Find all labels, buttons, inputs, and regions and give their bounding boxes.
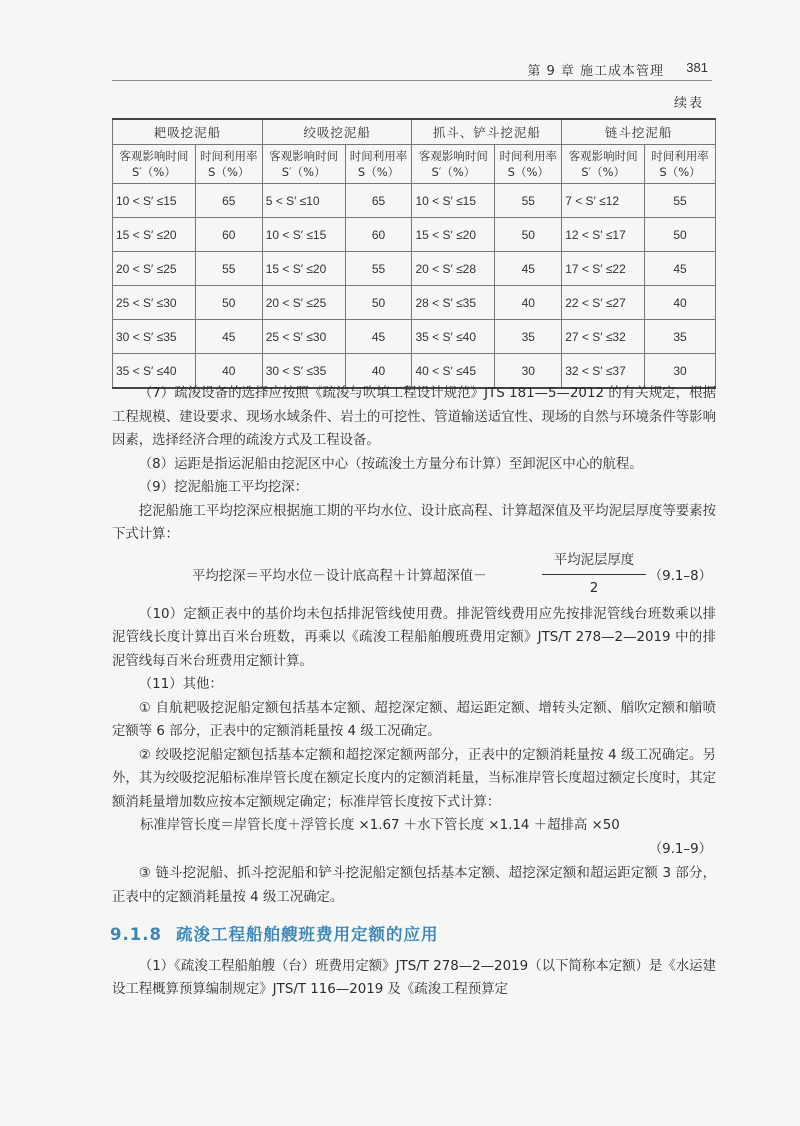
chapter-title: 第 9 章 施工成本管理 <box>527 64 664 79</box>
table-cell-range: 17 < S′ ≤22 <box>562 252 645 286</box>
body-text <box>112 382 716 1002</box>
table-cell-range: 30 < S′ ≤35 <box>113 320 196 354</box>
table-cell-range: 12 < S′ ≤17 <box>562 218 645 252</box>
continued-label: 续表 <box>673 96 704 111</box>
table-cell-rate: 50 <box>645 218 716 252</box>
formula-lhs: 平均挖深＝平均水位－设计底高程＋计算超深值－ <box>192 568 487 584</box>
table-row <box>113 252 716 286</box>
table-cell-rate: 55 <box>495 184 562 218</box>
table-row <box>113 184 716 218</box>
page-number: 381 <box>686 60 708 75</box>
table-cell-rate: 55 <box>345 252 412 286</box>
table-cell-range: 15 < S′ ≤20 <box>113 218 196 252</box>
table-cell-rate: 50 <box>195 286 262 320</box>
table-row <box>113 286 716 320</box>
table-cell-range: 25 < S′ ≤30 <box>262 320 345 354</box>
section-heading <box>110 923 716 947</box>
table-cell-range: 10 < S′ ≤15 <box>412 184 495 218</box>
table-group-header: 抓斗、铲斗挖泥船 <box>412 119 562 145</box>
table-cell-rate: 40 <box>195 354 262 389</box>
utilization-table <box>112 118 716 389</box>
table-cell-rate: 55 <box>645 184 716 218</box>
table-cell-rate: 40 <box>345 354 412 389</box>
table-sub-header: 时间利用率 S（%） <box>345 145 412 184</box>
section-paragraph-1: （1）《疏浚工程船舶艘（台）班费用定额》JTS/T 278—2—2019（以下简称本定额）是《水运建设工程概算预算编制规定》JTS/T 116—2019 及《疏浚工程预算定 <box>112 958 716 997</box>
formula-9-1-9 <box>112 814 716 862</box>
paragraph-11-item-2: ② 绞吸挖泥船定额包括基本定额和超挖深定额两部分，正表中的定额消耗量按 4 级工况确定。另外，其为绞吸挖泥船标准岸管长度在额定长度内的定额消耗量，当标准岸管长度超过额定长度时，其定额消耗量增加数应按本定额规定确定；标准岸管长度按下式计算： <box>112 747 716 810</box>
table-cell-rate: 65 <box>195 184 262 218</box>
table-cell-rate: 45 <box>645 252 716 286</box>
paragraph-10: （10）定额正表中的基价均未包括排泥管线使用费。排泥管线费用应先按排泥管线台班数乘以排泥管线长度计算出百米台班数，再乘以《疏浚工程船舶艘班费用定额》JTS/T 278—2—2019 中的排泥管线每百米台班费用定额计算。 <box>112 606 716 669</box>
table-cell-range: 30 < S′ ≤35 <box>262 354 345 389</box>
paragraph-11-item-3: ③ 链斗挖泥船、抓斗挖泥船和铲斗挖泥船定额包括基本定额、超挖深定额和超运距定额 3 部分，正表中的定额消耗量按 4 级工况确定。 <box>112 866 716 905</box>
table-cell-range: 15 < S′ ≤20 <box>412 218 495 252</box>
table-cell-rate: 35 <box>495 320 562 354</box>
table-group-header: 链斗挖泥船 <box>562 119 716 145</box>
fraction-denominator: 2 <box>589 581 599 596</box>
paragraph-11-item-1: ① 自航耙吸挖泥船定额包括基本定额、超挖深定额、超运距定额、增转头定额、艏吹定额和艏喷定额等 6 部分，正表中的定额消耗量按 4 级工况确定。 <box>112 700 716 739</box>
table-cell-rate: 60 <box>195 218 262 252</box>
table-cell-rate: 35 <box>645 320 716 354</box>
table-cell-rate: 55 <box>195 252 262 286</box>
table-cell-range: 32 < S′ ≤37 <box>562 354 645 389</box>
table-cell-range: 5 < S′ ≤10 <box>262 184 345 218</box>
formula-fraction <box>542 549 646 601</box>
table-cell-rate: 40 <box>495 286 562 320</box>
table-cell-range: 20 < S′ ≤25 <box>262 286 345 320</box>
table-cell-range: 27 < S′ ≤32 <box>562 320 645 354</box>
table-cell-range: 40 < S′ ≤45 <box>412 354 495 389</box>
table-row <box>113 320 716 354</box>
page-header <box>112 58 712 81</box>
table-cell-range: 10 < S′ ≤15 <box>262 218 345 252</box>
table-cell-rate: 45 <box>195 320 262 354</box>
table-sub-header: 客观影响时间 S′（%） <box>262 145 345 184</box>
table-group-header: 绞吸挖泥船 <box>262 119 412 145</box>
table-cell-rate: 60 <box>345 218 412 252</box>
table-group-header: 耙吸挖泥船 <box>113 119 263 145</box>
paragraph-11: （11）其他： <box>138 677 223 692</box>
table-cell-range: 35 < S′ ≤40 <box>412 320 495 354</box>
table-cell-range: 7 < S′ ≤12 <box>562 184 645 218</box>
formula-expression: 标准岸管长度＝岸管长度＋浮管长度 ×1.67 ＋水下管长度 ×1.14 ＋超排高 ×50 <box>140 818 620 833</box>
equation-number: （9.1–8） <box>648 568 712 584</box>
table-cell-rate: 30 <box>495 354 562 389</box>
paragraph-9-detail: 挖泥船施工平均挖深应根据施工期的平均水位、设计底高程、计算超深值及平均泥层厚度等要素按下式计算： <box>112 503 716 542</box>
paragraph-7: （7）疏浚设备的选择应按照《疏浚与吹填工程设计规范》JTS 181—5—2012 的有关规定，根据工程规模、建设要求、现场水域条件、岩土的可挖性、管道输送适宜性、现场的自然与环境条件等影响因素，选择经济合理的疏浚方式及工程设备。 <box>112 386 716 448</box>
fraction-numerator: 平均泥层厚度 <box>542 549 646 576</box>
table-sub-header: 客观影响时间 S′（%） <box>113 145 196 184</box>
table-cell-rate: 50 <box>345 286 412 320</box>
table-cell-range: 20 < S′ ≤25 <box>113 252 196 286</box>
table-cell-range: 10 < S′ ≤15 <box>113 184 196 218</box>
table-cell-rate: 30 <box>645 354 716 389</box>
section-number: 9.1.8 <box>110 925 162 944</box>
table-cell-rate: 50 <box>495 218 562 252</box>
table-cell-rate: 45 <box>345 320 412 354</box>
table-cell-range: 35 < S′ ≤40 <box>113 354 196 389</box>
section-title: 疏浚工程船舶艘班费用定额的应用 <box>175 925 439 944</box>
table-cell-range: 25 < S′ ≤30 <box>113 286 196 320</box>
paragraph-8: （8）运距是指运泥船由挖泥区中心（按疏浚土方量分布计算）至卸泥区中心的航程。 <box>138 456 643 472</box>
table-sub-header: 时间利用率 S（%） <box>195 145 262 184</box>
table-cell-rate: 40 <box>645 286 716 320</box>
equation-number: （9.1–9） <box>648 842 712 857</box>
paragraph-9: （9）挖泥船施工平均挖深： <box>138 480 309 495</box>
table-sub-header: 时间利用率 S（%） <box>645 145 716 184</box>
table-cell-range: 15 < S′ ≤20 <box>262 252 345 286</box>
table-sub-header: 客观影响时间 S′（%） <box>562 145 645 184</box>
table-cell-range: 20 < S′ ≤28 <box>412 252 495 286</box>
table-cell-range: 22 < S′ ≤27 <box>562 286 645 320</box>
table-cell-range: 28 < S′ ≤35 <box>412 286 495 320</box>
table-sub-header: 时间利用率 S（%） <box>495 145 562 184</box>
table-cell-rate: 45 <box>495 252 562 286</box>
table-row <box>113 218 716 252</box>
formula-9-1-8 <box>112 549 716 601</box>
table-sub-header: 客观影响时间 S′（%） <box>412 145 495 184</box>
table-cell-rate: 65 <box>345 184 412 218</box>
